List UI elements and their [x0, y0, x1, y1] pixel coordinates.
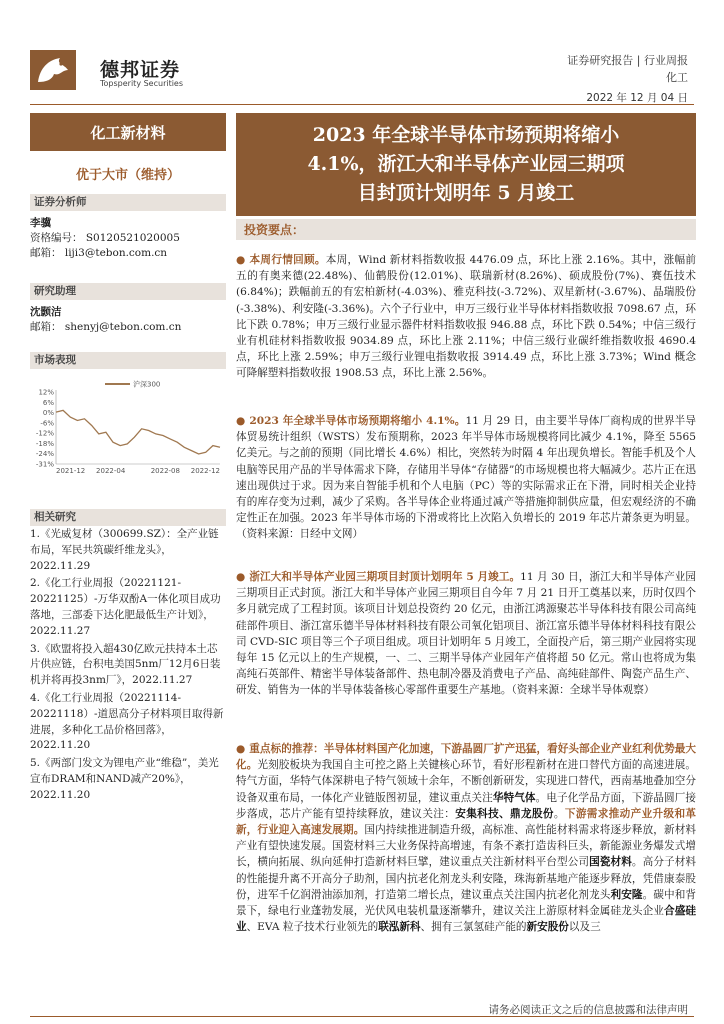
x-tick-label: 2022-12 [190, 467, 220, 475]
p4-text-c: 。电子化学品方面，下游晶圆厂接步落成，芯片产能有望持续释放，建议关注： [236, 791, 697, 820]
paragraph-recommendations [236, 741, 696, 935]
market-section-head: 市场表现 [30, 352, 226, 369]
y-tick-label: -31% [35, 460, 54, 469]
analyst-section-head: 证券分析师 [30, 194, 226, 211]
sector-title: 化工新材料 [30, 113, 226, 151]
y-tick-label: -24% [35, 450, 54, 459]
y-tick-label: -6% [40, 419, 54, 428]
p4-text-e: 国内持续推进制造升级，高标准、高性能材料需求将逐步释放，新材料产业有望快速发展。国瓷材料三大业务保持高增速，有条不紊打造齿科巨头，新能源业务爆发式增长，横向拓展、纵向延伸打造新材料巨擘，建议重点关注新材料平台型公司 [236, 824, 697, 869]
brand-name-cn: 德邦证券 [100, 59, 181, 81]
assistant-name: 沈颢洁 [30, 306, 62, 318]
x-tick-label: 2021-12 [56, 467, 86, 475]
related-item-1[interactable]: 1.《光威复材（300699.SZ）：全产业链布局，军民共筑碳纤维龙头》，2022.11.29 [30, 528, 219, 572]
related-section-head: 相关研究 [30, 509, 226, 526]
p4-text-h: 、EVA 粒子技术行业领先的 [246, 921, 379, 934]
p2-heading: 2023 年全球半导体市场预期将缩小 4.1%。 [249, 415, 466, 427]
rating: 优于大市（维持） [75, 168, 180, 183]
p4-text-j: 以及三 [568, 921, 601, 934]
p4-text-f: 。高分子材料的性能提升离不开高分子助剂，国内抗老化剂龙头利安隆，珠海新基地产能逐步释放，凭借康泰股份，进军千亿润滑油添加剂，打造第二增长点，建议重点关注国内抗老化剂龙头 [236, 856, 697, 901]
footer-divider [30, 1016, 694, 1017]
stock-lianlong: 利安隆 [610, 888, 643, 901]
legend-label: 沪深300 [133, 380, 161, 389]
x-tick-label: 2022-08 [150, 467, 180, 475]
p1-heading: 本周行情回顾。 [249, 254, 326, 266]
report-sector: 化工 [666, 71, 688, 84]
y-tick-label: 0% [42, 409, 54, 418]
p4-heading-2: 下游需求推动产业升级和革新，行业迎入高速发展期。 [236, 807, 697, 837]
related-research-list [30, 527, 228, 804]
p2-body: 11 月 29 日，由主要半导体厂商构成的世界半导体贸易统计组织（WSTS）发布预期称，2023 年半导体市场规模将同比减少 4.1%，降至 5565 亿美元。与之前的预期（同比增长 4.6%）相比，突然转为时隔 4 年出现负增长。智能手机及个人电脑等民用产品的半导体需求下降，存储用半导体“存储器”的市场规模也将大幅减少。芯片正在迅速出现供过于求。因为来自智能手机和个人电脑（PC）等的实际需求正在下滑，同时相关企业持有的库存变为过剩，减少了采购。各半导体企业将通过减产等措施抑制供应量，但宏观经济的不确定性正在加强。2023 年半导体市场的下滑或将比上次陷入负增长的 2019 年芯片萧条更为明显。（资料来源：日经中文网） [236, 415, 697, 541]
p3-body: 11 月 30 日，浙江大和半导体产业园三期项目正式封顶。浙江大和半导体产业园三期项目自今年 7 月 21 日开工奠基以来，历时仅四个多月就完成了工程封顶。该项目计划总投资约 20 亿元，由浙江鸿源聚芯半导体科技有限公司高纯硅部件项目、浙江富乐德半导体材料科技有限公司氧化铝项目、浙江富乐德半导体材料科技有限公司 CVD-SIC 项目等三个子项目组成。项目计划明年 5 月竣工，全面投产后，第三期产业园将实现每年 15 亿元以上的生产规模，一、二、三期半导体产业园年产值将超 50 亿元。常山也将成为集高纯石英部件、精密半导体装备部件、热电制冷器及消费电子产品、高纯硅部件、陶瓷产品生产、研发、销售为一体的半导体装备核心零部件重要生产基地。（资料来源：全球半导体观察） [236, 571, 697, 697]
assistant-email[interactable]: 邮箱： shenyj@tebon.com.cn [30, 321, 182, 333]
bullet-icon: ● [236, 743, 246, 755]
analyst-name: 李骥 [30, 217, 51, 229]
y-tick-label: 6% [42, 398, 54, 407]
paragraph-market-review [236, 252, 696, 382]
analyst-cert: 资格编号： S0120521020005 [30, 232, 180, 244]
p3-heading: 浙江大和半导体产业园三期项目封顶计划明年 5 月竣工。 [249, 571, 521, 583]
stock-guoci: 国瓷材料 [589, 856, 632, 869]
assistant-info [30, 305, 228, 335]
report-meta [567, 52, 688, 86]
footer-disclaimer: 请务必阅读正文之后的信息披露和法律声明 [488, 1004, 688, 1016]
x-axis-ticks [56, 467, 220, 475]
p1-body: 本周，Wind 新材料指数收报 4476.09 点，环比上涨 2.16%。其中，涨幅前五的有奥来德(22.48%)、仙鹤股份(12.01%)、联瑞新材(8.26%)、硕成股份(7%)、赛伍技术(6.84%)；跌幅前五的有宏柏新材(-4.03%)、雅克科技(-3.72%)、双星新材(-3.67%)、晶瑞股份(-3.38%)、利安隆(-3.36%)。六个子行业中，申万三级行业半导体材料指数收报 7098.67 点，环比下跌 0.78%；申万三级行业显示器件材料指数收报 946.88 点，环比下跌 0.54%；中信三级行业有机硅材料指数收报 9034.89 点，环比上涨 2.11%；中信三级行业碳纤维指数收报 4690.4 点，环比上涨 2.59%；申万三级行业锂电指数收报 3914.49 点，环比上涨 3.73%；Wind 概念可降解塑料指数收报 1908.53 点，环比上涨 2.56%。 [236, 254, 697, 380]
stock-lianhong: 联泓新科 [378, 921, 421, 934]
related-item-5[interactable]: 5.《两部门发文为锂电产业“维稳”，美光宣布DRAM和NAND减产20%》，2022.11.20 [30, 757, 219, 801]
series-line-hs300 [56, 410, 220, 454]
assistant-section-head: 研究助理 [30, 283, 226, 300]
y-tick-label: -12% [35, 429, 54, 438]
y-tick-label: 12% [38, 388, 54, 397]
market-performance-chart [30, 378, 226, 478]
bullet-icon: ● [236, 571, 246, 583]
title-line-2: 4.1%，浙江大和半导体产业园三期项 [307, 153, 625, 175]
bullet-icon: ● [236, 254, 246, 266]
report-date: 2022 年 12 月 04 日 [586, 92, 688, 104]
paragraph-zhejiang [236, 569, 696, 699]
p4-text-g: 。碳中和背景下，绿电行业蓬勃发展，光伏风电装机量逐渐攀升，建议关注上游原材料金属硅龙头企业 [236, 888, 697, 918]
title-line-3: 目封顶计划明年 5 月竣工 [357, 182, 575, 204]
paragraph-wsts [236, 413, 696, 543]
p4-heading: 重点标的推荐：半导体材料国产化加速，下游晶圆厂扩产迅猛，看好头部企业产业红利优势最大化。 [236, 743, 696, 772]
analyst-info [30, 216, 228, 261]
stock-hesheng: 合盛硅业 [236, 905, 697, 934]
header-divider [30, 104, 694, 105]
related-item-4[interactable]: 4.《化工行业周报（20221114-20221118）-道恩高分子材料项目取得新进展，多种化工品价格回落》，2022.11.20 [30, 691, 224, 752]
p4-text-i: 、拥有三氯氢硅产能的 [420, 921, 527, 934]
y-tick-label: -18% [35, 439, 54, 448]
points-label: 投资要点： [244, 223, 305, 237]
title-line-1: 2023 年全球半导体市场预期将缩小 [312, 124, 620, 146]
related-item-3[interactable]: 3.《欧盟将投入超430亿欧元扶持本土芯片供应链，台积电美国5nm厂12月6日装机并将再投3nm厂》，2022.11.27 [30, 642, 221, 687]
p4-text-a: 光刻胶板块为我国自主可控之路上关键核心环节，看好形程新材在进口替代方面的高速进展。特气方面，华特气体深耕电子特气领域十余年，不断创新研发，实现进口替代，西南基地叠加空分设备双重布局，一体化产业链版图初显，建议重点关注 [236, 759, 697, 804]
brand-name-en: Topsperity Securities [100, 79, 184, 88]
analyst-email[interactable]: 邮箱： liji3@tebon.com.cn [30, 247, 168, 259]
points-bar [236, 219, 696, 240]
bullet-icon: ● [236, 415, 246, 427]
x-tick-label: 2022-04 [96, 467, 126, 475]
company-logo [30, 50, 76, 90]
stock-huate: 华特气体 [492, 791, 536, 804]
stock-xinan: 新安股份 [526, 921, 569, 934]
stock-anji-dinglong: 安集科技、鼎龙股份 [455, 807, 554, 820]
report-title [236, 113, 696, 216]
y-axis-ticks [36, 389, 54, 469]
p4-text-d: 。 [553, 807, 565, 820]
report-type: 证券研究报告 | 行业周报 [567, 54, 688, 67]
related-item-2[interactable]: 2.《化工行业周报（20221121-20221125）-万华双酚A一体化项目成功落地，三部委下达化肥最低生产计划》，2022.11.27 [30, 577, 221, 637]
